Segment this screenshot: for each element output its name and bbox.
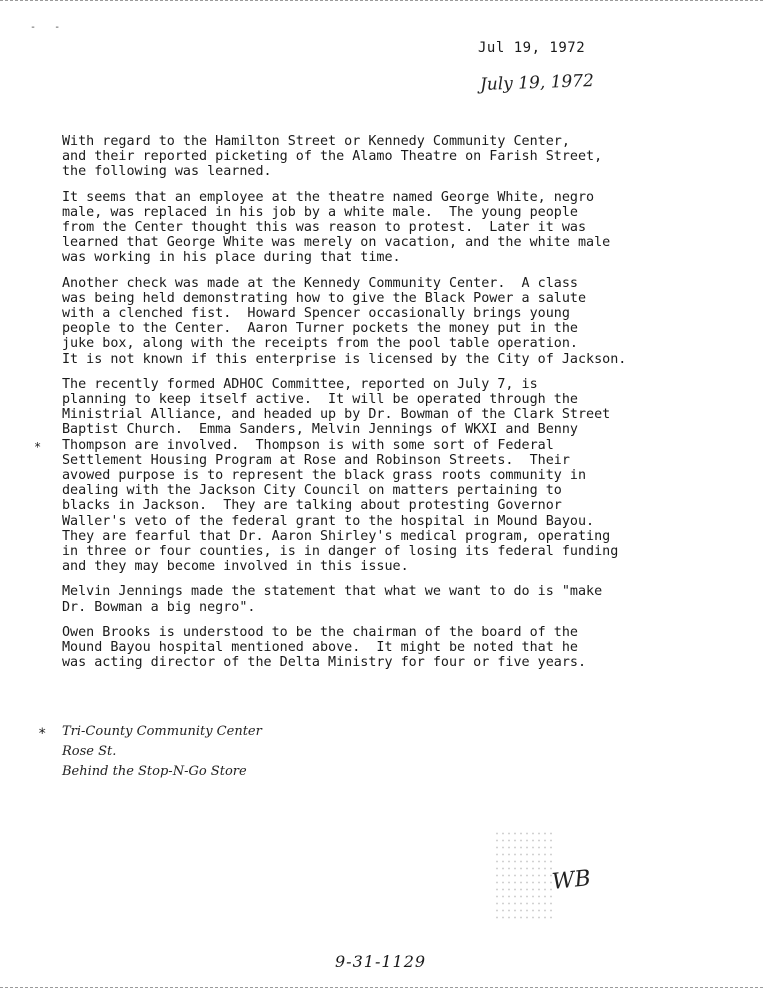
- top-edge-line: [0, 0, 763, 1]
- paragraph-2: It seems that an employee at the theatre named George White, negro male, was replaced in his job by a white male. The young people from the Center thought this was reason to protest. Later it was learned that George White was merely on vacation, and the white male was working in his place during that time.: [62, 189, 611, 266]
- margin-asterisk: *: [34, 440, 42, 454]
- handwritten-note: [62, 722, 262, 782]
- note-asterisk: *: [38, 726, 47, 742]
- corner-marks: - -: [30, 22, 61, 33]
- note-line-1: Tri-County Community Center: [62, 724, 262, 739]
- note-line-3: Behind the Stop-N-Go Store: [62, 764, 247, 779]
- bottom-edge-line: [0, 987, 763, 988]
- paragraph-5: Melvin Jennings made the statement that what we want to do is "make Dr. Bowman a big negro".: [62, 584, 603, 615]
- faded-stamp: [494, 830, 554, 920]
- handwritten-date: July 19, 1972: [479, 71, 595, 95]
- paragraph-4: The recently formed ADHOC Committee, reported on July 7, is planning to keep itself active. It will be operated through the Ministrial Alliance, and headed up by Dr. Bowman of the Clark Street Baptist Church. Emma Sanders, Melvin Jennings of WKXI and Benny Thompson are involved. Thompson is with some sort of Federal Settlement Housing Program at Rose and Robinson Streets. Their avowed purpose is to represent the black grass roots community in dealing with the Jackson City Council on matters pertaining to blacks in Jackson. They are talking about protesting Governor Waller's veto of the federal grant to the hospital in Mound Bayou. They are fearful that Dr. Aaron Shirley's medical program, operating in three or four counties, is in danger of losing its federal funding and they may become involved in this issue.: [62, 376, 619, 575]
- paragraph-6: Owen Brooks is understood to be the chairman of the board of the Mound Bayou hospital mentioned above. It might be noted that he was acting director of the Delta Ministry for four or five years.: [62, 624, 587, 671]
- note-line-2: Rose St.: [62, 744, 117, 759]
- typed-date: Jul 19, 1972: [478, 40, 586, 56]
- paragraph-1: With regard to the Hamilton Street or Kennedy Community Center, and their reported picketing of the Alamo Theatre on Farish Street, the following was learned.: [62, 134, 603, 180]
- handwritten-initials: WB: [550, 866, 592, 895]
- file-number: 9-31-1129: [335, 952, 427, 971]
- memo-body: [62, 134, 702, 681]
- paragraph-3: Another check was made at the Kennedy Community Center. A class was being held demonstrating how to give the Black Power a salute with a clenched fist. Howard Spencer occasionally brings young people to the Center. Aaron Turner pockets the money put in the juke box, along with the receipts from the pool table operation. It is not known if this enterprise is licensed by the City of Jackson.: [62, 275, 627, 367]
